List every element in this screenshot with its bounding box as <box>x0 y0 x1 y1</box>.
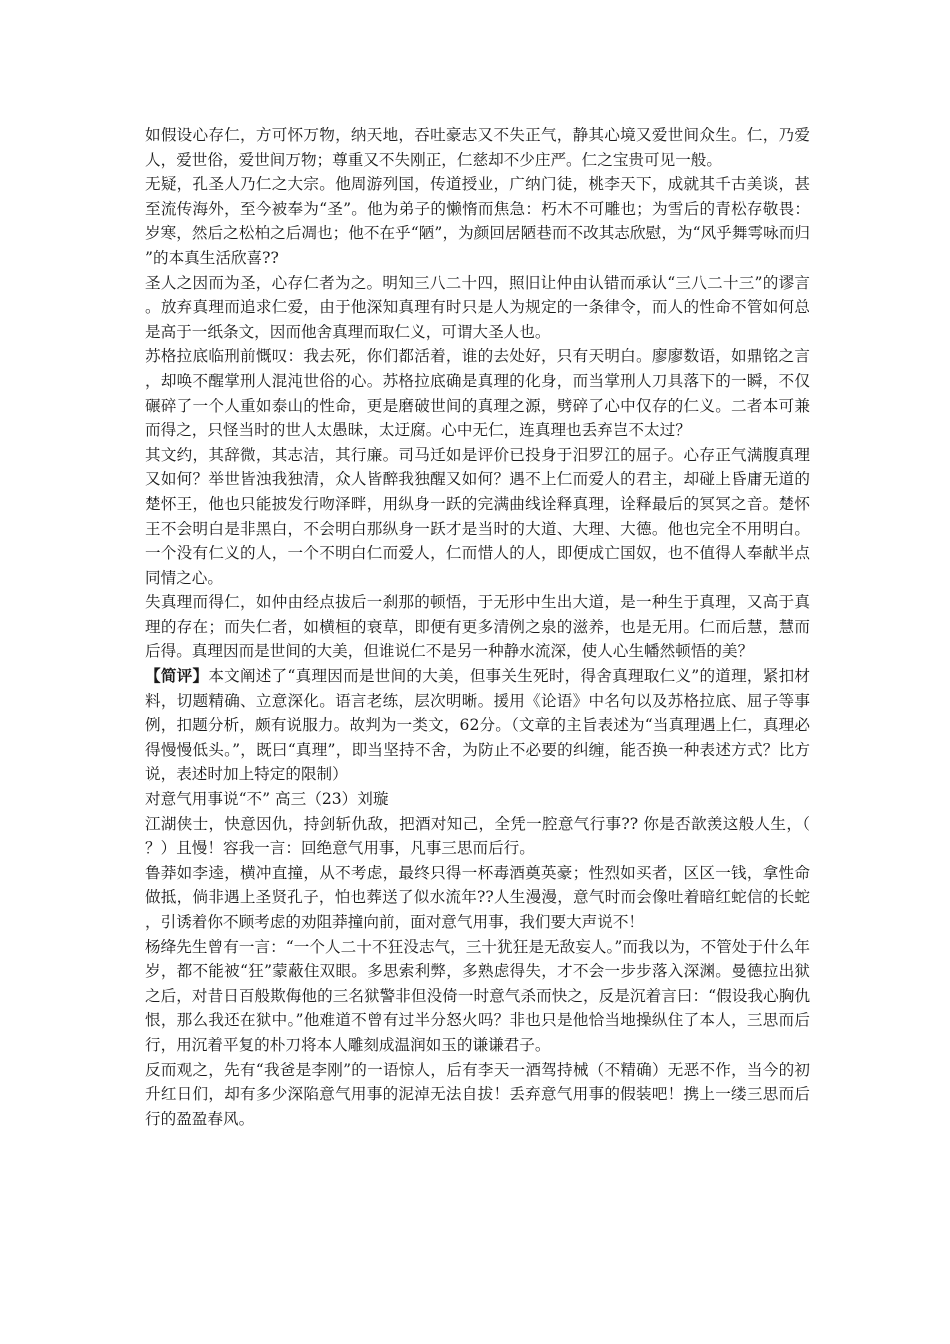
essay-paragraph: 无疑，孔圣人乃仁之大宗。他周游列国，传道授业，广纳门徒，桃李天下，成就其千古美谈，甚至流传海外，至今被奉为“圣”。他为弟子的懒惰而焦急：朽木不可雕也；为雪后的青松存敬畏：岁寒，然后之松柏之后凋也；他不在乎“陋”，为颜回居陋巷而不改其志欣慰，为“风乎舞雩咏而归”的本真生活欣喜?? <box>145 175 810 267</box>
essay-paragraph: 圣人之因而为圣，心存仁者为之。明知三八二十四，照旧让仲由认错而承认“三八二十三”的谬言。放弃真理而追求仁爱，由于他深知真理有时只是人为规定的一条律令，而人的性命不管如何总是高于一纸条文，因而他舍真理而取仁义，可谓大圣人也。 <box>145 273 810 341</box>
essay-paragraph: 反而观之，先有“我爸是李刚”的一语惊人，后有李天一酒驾持械（不精确）无恶不作，当今的初升红日们，却有多少深陷意气用事的泥淖无法自拔！丢弃意气用事的假装吧！携上一缕三思而后行的盈盈春风。 <box>145 1060 810 1128</box>
document-page <box>145 123 810 1131</box>
essay-paragraph: 苏格拉底临刑前慨叹：我去死，你们都活着，谁的去处好，只有天明白。廖廖数语，如鼎铭之言，却唤不醒掌刑人混沌世俗的心。苏格拉底确是真理的化身，而当掌刑人刀具落下的一瞬，不仅碾碎了一个人重如泰山的性命，更是磨破世间的真理之源，劈碎了心中仅存的仁义。二者本可兼而得之，只怪当时的世人太愚昧，太迂腐。心中无仁，连真理也丢弃岂不太过？ <box>145 347 810 440</box>
essay-paragraph: 失真理而得仁，如仲由经点拔后一刹那的顿悟，于无形中生出大道，是一种生于真理，又高于真理的存在；而失仁者，如横桓的衰草，即便有更多清例之泉的滋养，也是无用。仁而后慧，慧而后得。真理因而是世间的大美，但谁说仁不是另一种静水流深，使人心生幡然顿悟的美？ <box>145 593 810 661</box>
review-paragraph <box>145 664 810 787</box>
essay-title: 对意气用事说“不” 高三（23）刘璇 <box>145 790 389 809</box>
essay-paragraph: 其文约，其辞微，其志洁，其行廉。司马迁如是评价已投身于汨罗江的屈子。心存正气满腹真理又如何？举世皆浊我独清，众人皆醉我独醒又如何？遇不上仁而爱人的君主，却碰上昏庸无道的楚怀王，他也只能披发行吻泽畔，用纵身一跃的完满曲线诠释真理，诠释最后的冥冥之音。楚怀王不会明白是非黑白，不会明白那纵身一跃才是当时的大道、大理、大德。他也完全不用明白。一个没有仁义的人，一个不明白仁而爱人，仁而惜人的人，即便成亡国奴，也不值得人奉献半点同情之心。 <box>145 445 810 587</box>
review-tag: 【简评】 <box>145 666 209 686</box>
essay-paragraph: 江湖侠士，快意因仇，持剑斩仇敌，把酒对知己，全凭一腔意气行事?? 你是否歆羡这般人生，（？）且慢！容我一言：回绝意气用事，凡事三思而后行。 <box>145 814 810 858</box>
essay-paragraph: 鲁莽如李逵，横冲直撞，从不考虑，最终只得一杯毒酒奠英豪；性烈如买者，区区一钱，拿性命做抵，倘非遇上圣贤孔子，怕也葬送了似水流年??人生漫漫，意气时而会像吐着暗红蛇信的长蛇，引诱着你不顾考虑的劝阻莽撞向前，面对意气用事，我们要大声说不！ <box>145 863 810 931</box>
review-text: 本文阐述了“真理因而是世间的大美，但事关生死时，得舍真理取仁义”的道理，紧扣材料，切题精确、立意深化。语言老练，层次明晰。援用《论语》中名句以及苏格拉底、屈子等事例，扣题分析，颇有说服力。故判为一类文，62分。（文章的主旨表述为“当真理遇上仁，真理必得慢慢低头。”，既曰“真理”，即当坚持不舍，为防止不必要的纠缠，能否换一种表述方式？比方说，表述时加上特定的限制） <box>145 667 810 784</box>
essay-paragraph: 如假设心存仁，方可怀万物，纳天地，吞吐豪志又不失正气，静其心境又爱世间众生。仁，乃爱人，爱世俗，爱世间万物；尊重又不失刚正，仁慈却不少庄严。仁之宝贵可见一般。 <box>145 126 810 169</box>
essay-paragraph: 杨绛先生曾有一言：“一个人二十不狂没志气，三十犹狂是无敌妄人。”而我以为，不管处于什么年岁，都不能被“狂”蒙蔽住双眼。多思索利弊，多熟虑得失，才不会一步步落入深渊。曼德拉出狱之后，对昔日百般欺侮他的三名狱警非但没倚一时意气杀而快之，反是沉着言曰：“假设我心胸仇恨，那么我还在狱中。”他难道不曾有过半分怒火吗？非也只是他恰当地操纵住了本人，三思而后行，用沉着平复的朴刀将本人雕刻成温润如玉的谦谦君子。 <box>145 937 810 1054</box>
